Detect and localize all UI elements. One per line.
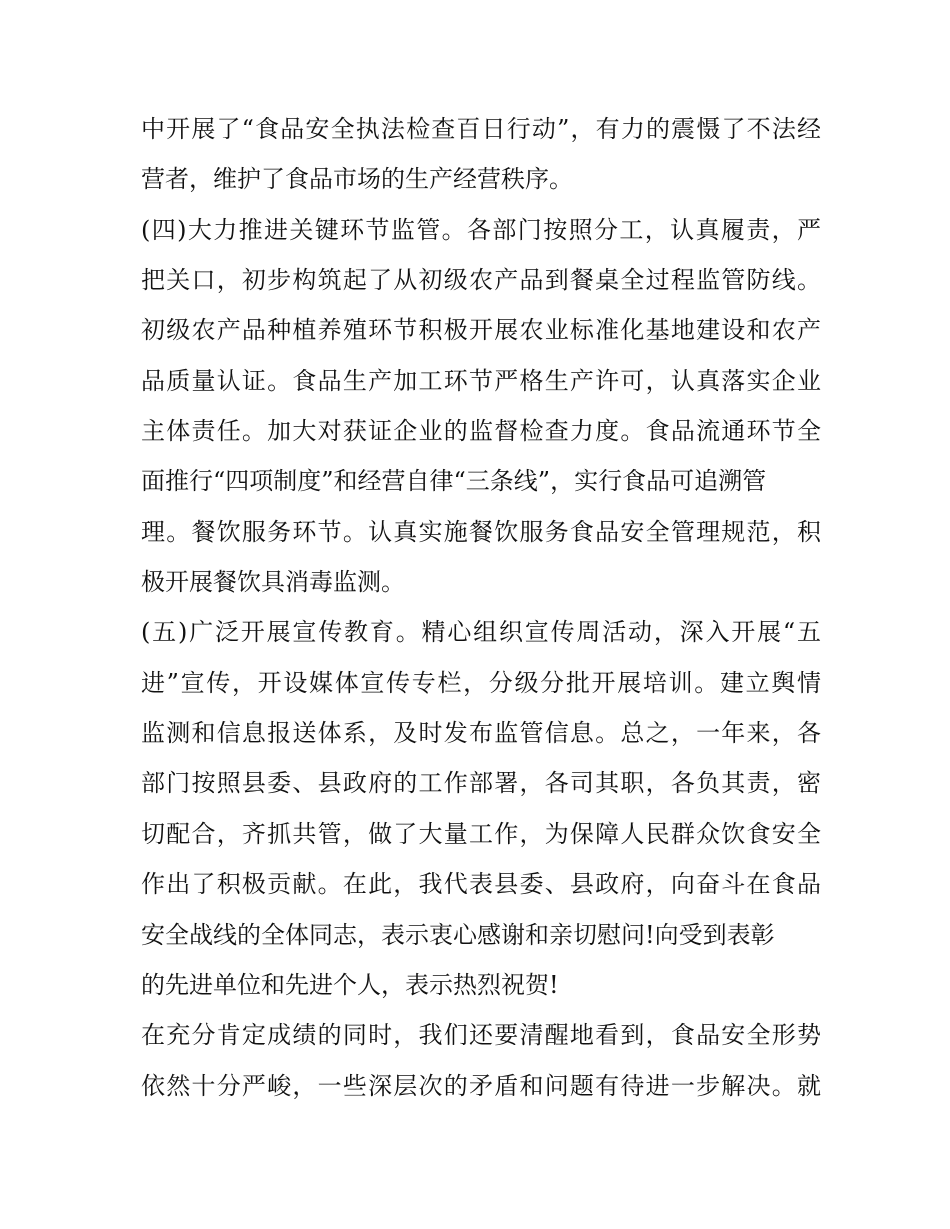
text-line: 营者，维护了食品市场的生产经营秩序。 bbox=[141, 165, 573, 194]
text-line: 主体责任。加大对获证企业的监督检查力度。食品流通环节全 bbox=[141, 417, 821, 446]
text-line: 理。餐饮服务环节。认真实施餐饮服务食品安全管理规范，积 bbox=[141, 517, 821, 546]
text-line: 进”宣传，开设媒体宣传专栏，分级分批开展培训。建立舆情 bbox=[141, 668, 821, 697]
document-body bbox=[141, 104, 821, 1111]
text-line: 的先进单位和先进个人，表示热烈祝贺! bbox=[141, 970, 559, 999]
text-line: 部门按照县委、县政府的工作部署，各司其职，各负其责，密 bbox=[141, 769, 821, 798]
text-line: 中开展了“食品安全执法检查百日行动”，有力的震慑了不法经 bbox=[141, 115, 821, 143]
text-line: 面推行“四项制度”和经营自律“三条线”，实行食品可追溯管 bbox=[141, 467, 767, 496]
text-line: 初级农产品种植养殖环节积极开展农业标准化基地建设和农产 bbox=[141, 316, 821, 345]
text-line: 切配合，齐抓共管，做了大量工作，为保障人民群众饮食安全 bbox=[141, 819, 821, 848]
text-line: (四)大力推进关键环节监管。各部门按照分工，认真履责，严 bbox=[141, 215, 821, 244]
text-line: 极开展餐饮具消毒监测。 bbox=[141, 568, 405, 597]
text-line: 监测和信息报送体系，及时发布监管信息。总之，一年来，各 bbox=[141, 719, 821, 748]
text-line: (五)广泛开展宣传教育。精心组织宣传周活动，深入开展“五 bbox=[141, 618, 821, 647]
text-line: 作出了积极贡献。在此，我代表县委、县政府，向奋斗在食品 bbox=[141, 870, 821, 899]
text-line: 安全战线的全体同志，表示衷心感谢和亲切慰问!向受到表彰 bbox=[141, 920, 775, 949]
text-line: 依然十分严峻，一些深层次的矛盾和问题有待进一步解决。就 bbox=[141, 1071, 821, 1100]
text-line: 品质量认证。食品生产加工环节严格生产许可，认真落实企业 bbox=[141, 366, 821, 395]
text-line: 在充分肯定成绩的同时，我们还要清醒地看到，食品安全形势 bbox=[141, 1021, 821, 1050]
text-line: 把关口，初步构筑起了从初级农产品到餐桌全过程监管防线。 bbox=[141, 266, 821, 295]
